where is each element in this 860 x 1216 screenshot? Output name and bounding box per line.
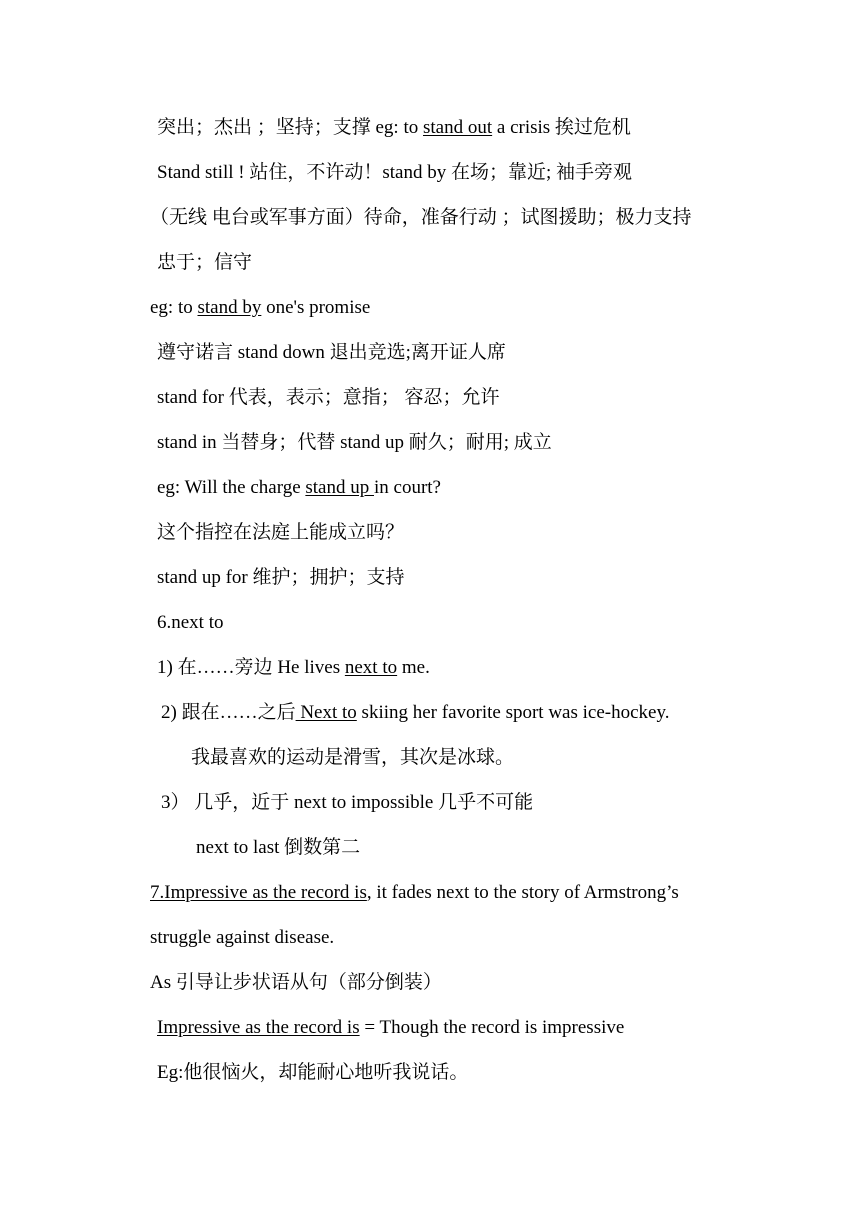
underlined-phrase: 7.Impressive as the record is [150, 882, 367, 903]
text-line [157, 1061, 468, 1085]
text-segment: skiing her favorite sport was ice-hockey. [356, 702, 670, 723]
text-segment: eg: Will the charge [157, 477, 306, 498]
text-line [157, 341, 506, 365]
text-segment: stand up for 维护；拥护；支持 [157, 567, 405, 588]
text-segment: 2) 跟在……之后 [161, 702, 296, 723]
text-line [157, 116, 631, 140]
underlined-phrase: stand by [197, 297, 262, 318]
text-segment: = Though the record is impressive [359, 1017, 625, 1038]
text-segment: 1) 在……旁边 He lives [157, 657, 345, 678]
text-line [157, 251, 252, 275]
text-line [191, 746, 514, 770]
underlined-phrase: stand up [305, 477, 374, 498]
text-segment: stand for 代表，表示；意指； 容忍；允许 [157, 387, 500, 408]
text-line [150, 926, 334, 950]
text-line [196, 836, 360, 860]
text-segment: stand in 当替身；代替 stand up 耐久；耐用; 成立 [157, 432, 552, 453]
text-segment: 3） 几乎，近于 next to impossible 几乎不可能 [161, 792, 534, 813]
text-line [150, 206, 692, 230]
underlined-phrase: Impressive as the record is [157, 1017, 360, 1038]
text-line [157, 1016, 624, 1040]
text-segment: 忠于；信守 [157, 252, 253, 273]
text-segment: （无线 电台或军事方面）待命，准备行动 ；试图援助；极力支持 [150, 207, 692, 228]
text-segment: eg: to [150, 297, 198, 318]
text-line [157, 566, 405, 590]
text-segment: struggle against disease. [150, 927, 335, 948]
underlined-phrase: Next to [295, 702, 357, 723]
text-segment: a crisis 挨过危机 [492, 117, 631, 138]
text-segment: 我最喜欢的运动是滑雪，其次是冰球。 [191, 747, 515, 768]
text-segment: 6.next to [157, 612, 224, 633]
text-segment: next to last 倒数第二 [196, 837, 361, 858]
text-line [150, 881, 679, 905]
text-line [157, 611, 224, 635]
text-segment: me. [397, 657, 430, 678]
text-segment: 突出；杰出 ；坚持；支撑 eg: to [157, 117, 423, 138]
text-line [157, 161, 632, 185]
text-segment: in court? [373, 477, 441, 498]
text-line [157, 476, 441, 500]
text-segment: As 引导让步状语从句（部分倒装） [150, 972, 442, 993]
text-line [157, 521, 404, 545]
text-segment: Eg:他很恼火，却能耐心地听我说话。 [157, 1062, 469, 1083]
text-line [161, 791, 533, 815]
underlined-phrase: next to [344, 657, 398, 678]
text-segment: , it fades next to the story of Armstrong’s [366, 882, 679, 903]
text-segment: Stand still ! 站住，不许动！stand by 在场；靠近; 袖手旁观 [157, 162, 633, 183]
text-segment: one's promise [261, 297, 371, 318]
text-line [157, 386, 500, 410]
underlined-phrase: stand out [423, 117, 493, 138]
text-line [161, 701, 670, 725]
text-line [157, 656, 430, 680]
text-segment: 这个指控在法庭上能成立吗？ [157, 522, 405, 543]
text-line [157, 431, 552, 455]
text-segment: 遵守诺言 stand down 退出竞选;离开证人席 [157, 342, 506, 363]
text-line [150, 296, 370, 320]
text-line [150, 971, 442, 995]
